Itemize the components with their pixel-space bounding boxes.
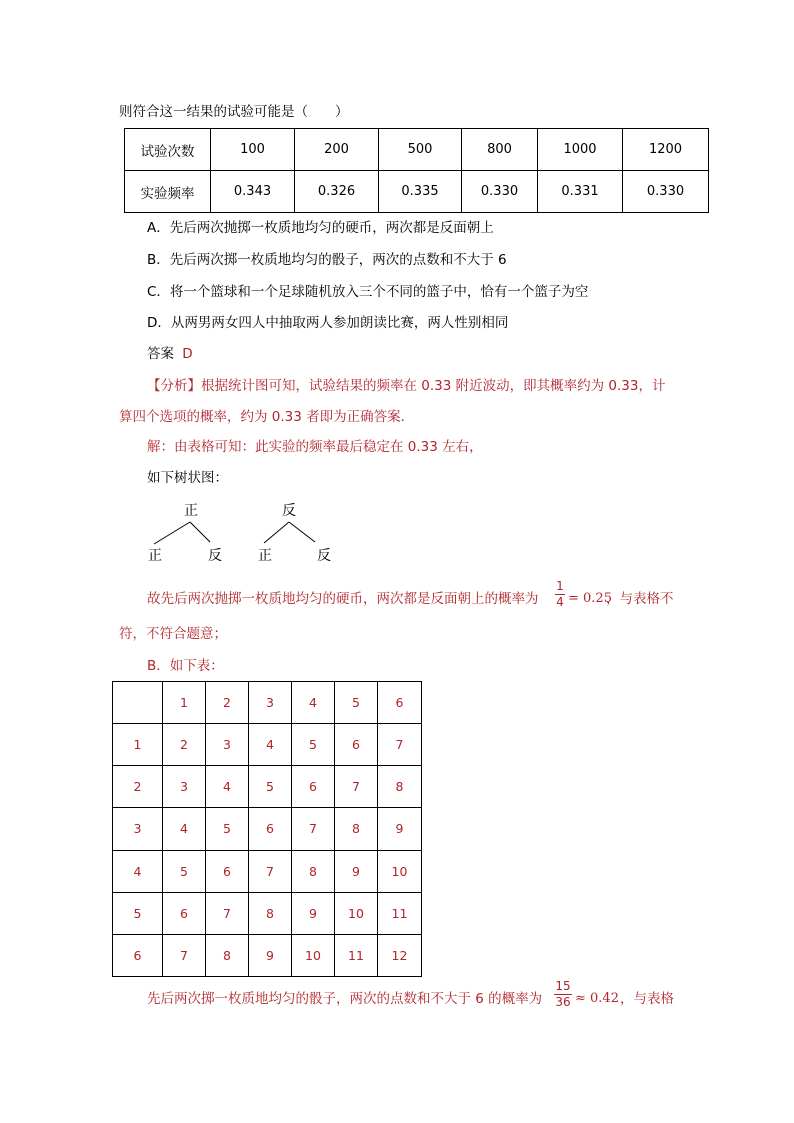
table-cell: 0.326 [295,171,379,213]
table-cell: 5 [113,892,163,934]
table-cell: 6 [163,892,206,934]
tree-intro: 如下树状图： [147,470,228,486]
fraction-numerator: 1 [556,579,564,593]
table-cell: 8 [378,766,422,808]
solution-a-line [147,590,539,608]
table-cell: 实验频率 [125,171,211,213]
frequency-table [124,128,709,213]
option-c: C．将一个篮球和一个足球随机放入三个不同的篮子中，恰有一个篮子为空 [147,284,589,300]
table-cell: 2 [163,724,206,766]
table-cell: 6 [378,682,422,724]
table-cell: 7 [335,766,378,808]
table-row [125,129,709,171]
table-cell: 9 [292,892,335,934]
table-row [113,682,422,724]
table-cell: 1 [163,682,206,724]
table-cell: 6 [335,724,378,766]
solution-b-line [147,990,542,1008]
table-cell: 6 [249,808,292,850]
table-cell: 0.335 [379,171,462,213]
table-cell: 5 [292,724,335,766]
table-cell: 12 [378,934,422,976]
table-row [125,171,709,213]
table-row [113,850,422,892]
fraction-fifteen-thirty-sixths [554,980,572,1009]
table-cell: 0.343 [211,171,295,213]
tree-branch [264,522,289,543]
solution-line-1: 解：由表格可知：此实验的频率最后稳定在 0.33 左右， [147,439,483,455]
table-cell: 4 [206,766,249,808]
table-cell: 800 [462,129,538,171]
table-cell: 3 [113,808,163,850]
table-cell: 9 [249,934,292,976]
table-cell: 0.330 [623,171,709,213]
table-cell: 0.331 [538,171,623,213]
fraction-one-quarter [555,580,565,609]
table-cell: 5 [249,766,292,808]
answer-value: D [182,346,193,362]
table-cell: 7 [163,934,206,976]
option-d: D．从两男两女四人中抽取两人参加朗读比赛，两人性别相同 [147,315,509,331]
table-cell: 7 [292,808,335,850]
table-cell: 7 [206,892,249,934]
table-cell: 10 [378,850,422,892]
table-cell: 7 [249,850,292,892]
table-row [113,934,422,976]
table-cell: 3 [206,724,249,766]
fraction-denominator: 36 [555,995,571,1009]
table-cell: 4 [113,850,163,892]
table-cell: 6 [206,850,249,892]
table-row [113,892,422,934]
tree-right-root: 反 [282,503,296,519]
tree-left-root: 正 [184,503,198,519]
table-cell: 4 [163,808,206,850]
tree-left-left: 正 [148,548,162,564]
fraction-denominator: 4 [556,595,564,609]
question-intro: 则符合这一结果的试验可能是（ ） [119,104,349,120]
solution-b-post: ，与表格 [620,991,674,1007]
table-cell: 5 [335,682,378,724]
table-cell: 3 [163,766,206,808]
solution-a-post: ，与表格不 [606,591,674,607]
table-cell: 3 [249,682,292,724]
table-cell: 2 [206,682,249,724]
table-cell: 试验次数 [125,129,211,171]
solution-a-text: 故先后两次抛掷一枚质地均匀的硬币，两次都是反面朝上的概率为 [147,591,539,607]
table-cell: 0.330 [462,171,538,213]
table-cell: 2 [113,766,163,808]
answer-label: 答案 [147,346,174,362]
table-row [113,766,422,808]
table-cell: 5 [206,808,249,850]
table-cell: 11 [335,934,378,976]
table-cell: 6 [292,766,335,808]
tree-branch [154,522,190,544]
table-cell: 8 [206,934,249,976]
table-cell: 8 [335,808,378,850]
table-cell: 9 [378,808,422,850]
table-cell: 8 [249,892,292,934]
table-cell: 500 [379,129,462,171]
solution-a-result: = 0.25 [568,591,612,606]
answer-line [147,345,193,363]
table-cell: 100 [211,129,295,171]
dice-sum-table [112,681,422,977]
analysis-line-2: 算四个选项的概率，约为 0.33 者即为正确答案． [119,409,415,425]
tree-right-left: 正 [258,548,272,564]
tree-branch [289,522,315,542]
solution-b-text: 先后两次掷一枚质地均匀的骰子，两次的点数和不大于 6 的概率为 [147,991,543,1007]
table-cell: 10 [292,934,335,976]
table-row [113,808,422,850]
table-cell: 200 [295,129,379,171]
fraction-numerator: 15 [555,979,571,993]
table-cell: 7 [378,724,422,766]
table-cell: 11 [378,892,422,934]
table-cell: 1000 [538,129,623,171]
table-cell: 8 [292,850,335,892]
solution-b-intro: B．如下表： [147,658,224,674]
table-cell: 5 [163,850,206,892]
tree-diagram [140,498,350,568]
option-b: B．先后两次掷一枚质地均匀的骰子，两次的点数和不大于 6 [147,252,507,268]
table-cell: 1200 [623,129,709,171]
tree-right-right: 反 [317,548,331,564]
option-a: A．先后两次抛掷一枚质地均匀的硬币，两次都是反面朝上 [147,220,494,236]
solution-b-result: ≈ 0.42 [575,991,619,1006]
table-row [113,724,422,766]
tree-left-right: 反 [208,548,222,564]
table-cell: 4 [292,682,335,724]
table-cell: 4 [249,724,292,766]
table-cell: 9 [335,850,378,892]
table-cell: 1 [113,724,163,766]
table-cell: 6 [113,934,163,976]
solution-a-line-2: 符，不符合题意； [119,626,227,642]
analysis-line-1: 【分析】根据统计图可知，试验结果的频率在 0.33 附近波动，即其概率约为 0.33，计 [147,378,666,394]
table-cell: 10 [335,892,378,934]
table-cell [113,682,163,724]
tree-branch [190,522,210,542]
